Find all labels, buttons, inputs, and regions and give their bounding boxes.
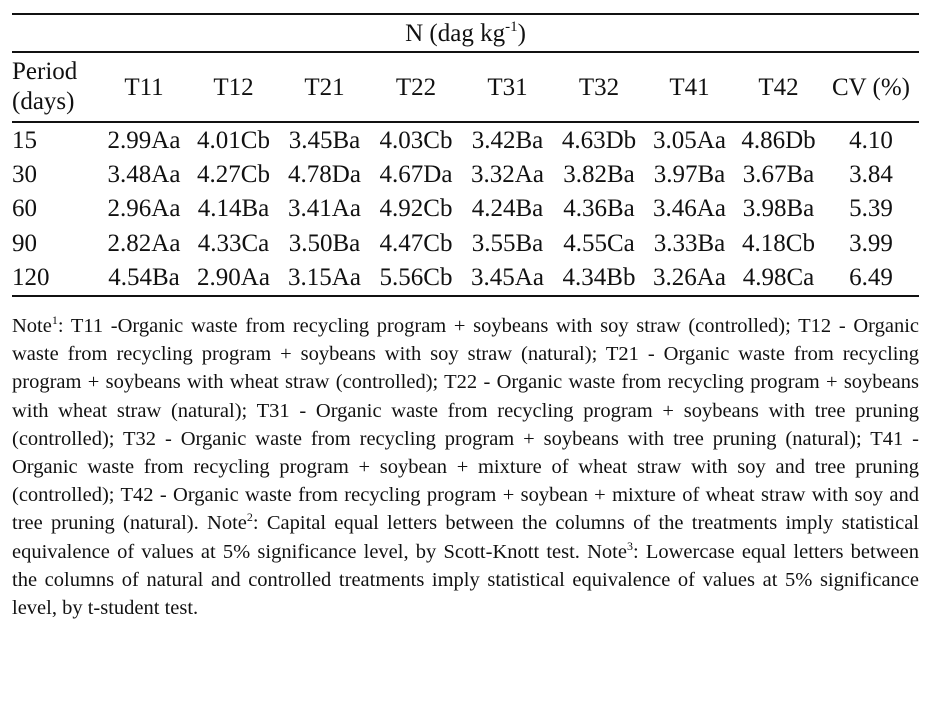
value-cell: 4.98Ca bbox=[734, 261, 823, 296]
value-cell: 3.45Ba bbox=[288, 126, 361, 154]
value-cell: 2.99Aa bbox=[107, 126, 181, 154]
unit-label: N (dag $kg^{-1}$) bbox=[12, 14, 919, 52]
value-cell: 4.27Cb bbox=[197, 161, 270, 189]
column-header: T21 bbox=[279, 52, 370, 122]
value-cell: 4.01Cb bbox=[197, 126, 270, 154]
column-header: T22 bbox=[370, 52, 462, 122]
value-cell: 4.34Bb bbox=[553, 261, 645, 296]
value-cell: 3.45Aa bbox=[462, 261, 553, 296]
value-cell: 3.26Aa bbox=[645, 261, 734, 296]
value-cell: 4.14Ba bbox=[197, 195, 270, 223]
value-cell: 3.05Aa bbox=[653, 126, 726, 154]
column-header: T11 bbox=[100, 52, 188, 122]
value-cell: 4.54Ba bbox=[100, 261, 188, 296]
value-cell: 3.97Ba bbox=[653, 161, 726, 189]
period-cell: 60 bbox=[12, 195, 37, 223]
column-header: T41 bbox=[645, 52, 734, 122]
period-header: Period (days) bbox=[12, 52, 100, 122]
value-cell: 3.42Ba bbox=[471, 126, 544, 154]
value-cell: 4.86Db bbox=[741, 126, 816, 154]
value-cell: 2.96Aa bbox=[107, 195, 181, 223]
value-cell: 3.99 bbox=[849, 229, 893, 257]
value-cell: 3.15Aa bbox=[279, 261, 370, 296]
value-cell: 3.32Aa bbox=[471, 161, 544, 189]
value-cell: 2.82Aa bbox=[107, 229, 181, 257]
value-cell: 5.56Cb bbox=[370, 261, 462, 296]
value-cell: 4.55Ca bbox=[563, 229, 635, 257]
column-header: T12 bbox=[188, 52, 279, 122]
value-cell: 3.50Ba bbox=[288, 229, 361, 257]
column-header: CV (%) bbox=[823, 52, 919, 122]
table-row bbox=[12, 226, 919, 260]
period-cell: 15 bbox=[12, 126, 37, 154]
value-cell: 3.55Ba bbox=[471, 229, 544, 257]
nitrogen-table bbox=[12, 13, 919, 297]
value-cell: 4.47Cb bbox=[379, 229, 453, 257]
value-cell: 3.82Ba bbox=[563, 161, 635, 189]
column-header: T31 bbox=[462, 52, 553, 122]
table-row bbox=[12, 192, 919, 226]
value-cell: 4.03Cb bbox=[379, 126, 453, 154]
value-cell: 3.46Aa bbox=[653, 195, 726, 223]
table-notes: Note$^1$: T11 -Organic waste from recycling program + soybeans with soy straw (controlled); T12 - Organic waste from recycling program + soybeans with soy straw (natural); T21 - Organic waste from recycling program + soybeans with wheat straw (controlled); T22 - Organic waste from recycling program + soybeans with wheat straw (natural); T31 - Organic waste from recycling program + soybeans with tree pruning (controlled); T32 - Organic waste from recycling program + soybeans with tree pruning (natural); T41 - Organic waste from recycling program + soybean + mixture of wheat straw with soy and tree pruning (controlled); T42 - Organic waste from recycling program + soybean + mixture of wheat straw with soy and tree pruning (natural). Note$^2$: Capital equal letters between the columns of the treatments imply statistical equivalence of values at 5% significance level, by Scott-Knott test. Note$^3$: Lowercase equal letters between the columns of natural and controlled treatments imply statistical equivalence of values at 5% significance level, by t-student test. bbox=[12, 313, 919, 620]
value-cell: 3.67Ba bbox=[742, 161, 815, 189]
value-cell: 3.98Ba bbox=[742, 195, 815, 223]
value-cell: 4.78Da bbox=[288, 161, 361, 189]
value-cell: 4.33Ca bbox=[197, 229, 270, 257]
value-cell: 4.24Ba bbox=[471, 195, 544, 223]
value-cell: 2.90Aa bbox=[188, 261, 279, 296]
value-cell: 4.36Ba bbox=[563, 195, 635, 223]
table-row bbox=[12, 122, 919, 157]
value-cell: 3.41Aa bbox=[288, 195, 361, 223]
table-body bbox=[12, 122, 919, 296]
value-cell: 3.33Ba bbox=[653, 229, 726, 257]
value-cell: 3.48Aa bbox=[107, 161, 181, 189]
table-row bbox=[12, 157, 919, 191]
period-cell: 30 bbox=[12, 161, 37, 189]
table-row bbox=[12, 261, 919, 296]
value-cell: 6.49 bbox=[823, 261, 919, 296]
period-cell: 120 bbox=[12, 261, 100, 296]
value-cell: 4.92Cb bbox=[379, 195, 453, 223]
column-header: T32 bbox=[553, 52, 645, 122]
period-cell: 90 bbox=[12, 229, 37, 257]
value-cell: 4.67Da bbox=[379, 161, 453, 189]
value-cell: 4.18Cb bbox=[742, 229, 815, 257]
unit-header-row bbox=[12, 14, 919, 52]
value-cell: 4.63Db bbox=[561, 126, 637, 154]
value-cell: 3.84 bbox=[849, 161, 893, 189]
value-cell: 5.39 bbox=[849, 195, 893, 223]
column-header-row bbox=[12, 52, 919, 122]
value-cell: 4.10 bbox=[849, 126, 893, 154]
column-header: T42 bbox=[734, 52, 823, 122]
